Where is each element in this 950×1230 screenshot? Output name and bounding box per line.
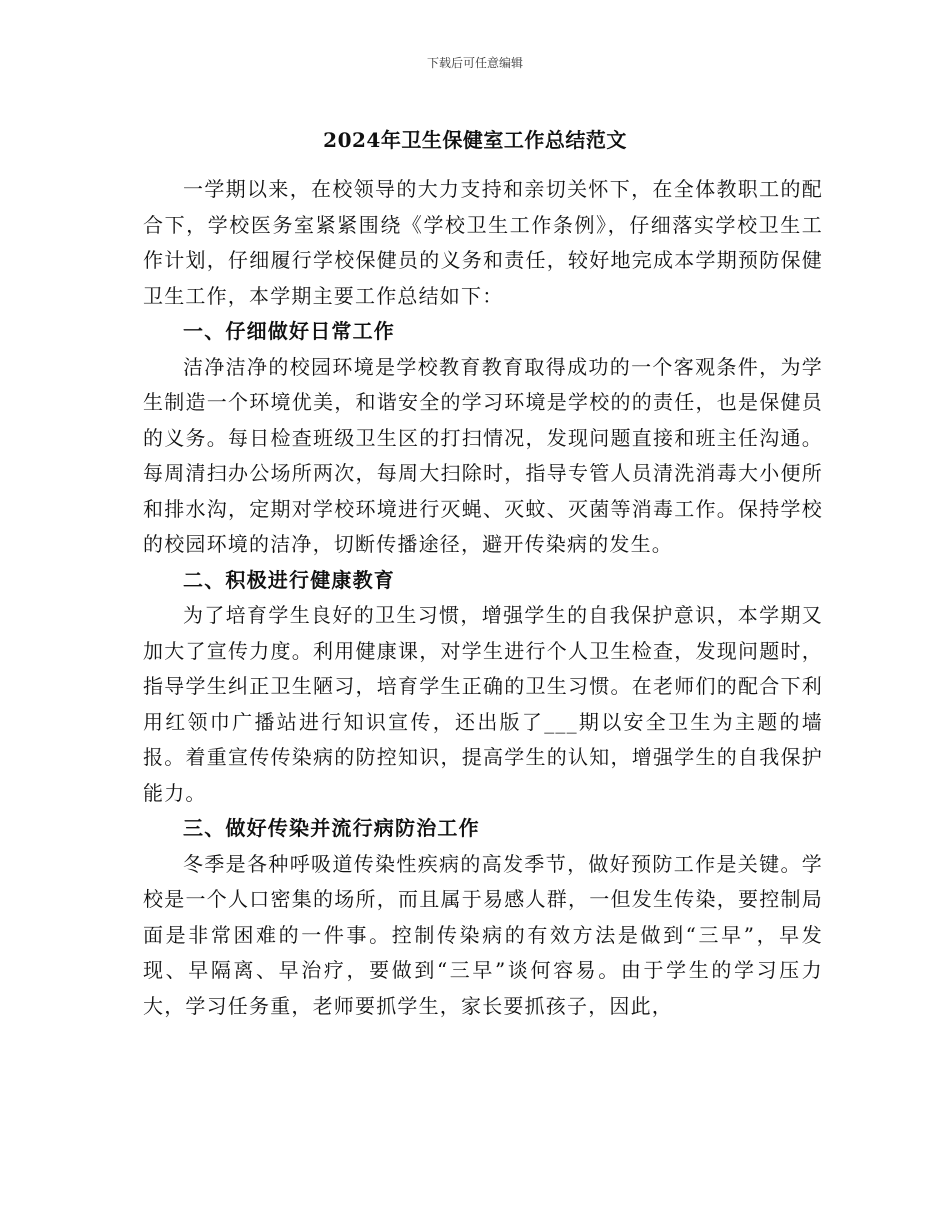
section-heading-2: 二、积极进行健康教育 [183, 567, 395, 592]
section-body-1: 洁净洁净的校园环境是学校教育教育取得成功的一个客观条件，为学生制造一个环境优美，和谐安全的学习环境是学校的的责任，也是保健员的义务。每日检查班级卫生区的打扫情况，发现问题直接和班主任沟通。每周清扫办公场所两次，每周大扫除时，指导专管人员清洗消毒大小便所和排水沟，定期对学校环境进行灭蝇、灭蚊、灭菌等消毒工作。保持学校的校园环境的洁净，切断传播途径，避开传染病的发生。 [143, 354, 823, 556]
header-note: 下载后可任意编辑 [426, 56, 523, 70]
section-body-3: 冬季是各种呼吸道传染性疾病的高发季节，做好预防工作是关键。学校是一个人口密集的场所，而且属于易感人群，一但发生传染，要控制局面是非常困难的一件事。控制传染病的有效方法是做到“三早”，早发现、早隔离、早治疗，要做到“三早”谈何容易。由于学生的学习压力大，学习任务重，老师要抓学生，家长要抓孩子，因此， [143, 851, 823, 1018]
document-body [143, 172, 823, 1024]
intro-paragraph: 一学期以来，在校领导的大力支持和亲切关怀下，在全体教职工的配合下，学校医务室紧紧围绕《学校卫生工作条例》，仔细落实学校卫生工作计划，仔细履行学校保健员的义务和责任，较好地完成本学期预防保健卫生工作，本学期主要工作总结如下： [143, 177, 823, 308]
section-heading-3: 三、做好传染并流行病防治工作 [183, 816, 480, 840]
document-title: 2024年卫生保健室工作总结范文 [323, 128, 627, 152]
section-body-2: 为了培育学生良好的卫生习惯，增强学生的自我保护意识，本学期又加大了宣传力度。利用健康课，对学生进行个人卫生检查，发现问题时，指导学生纠正卫生陋习，培育学生正确的卫生习惯。在老师们的配合下利用红领巾广播站进行知识宣传，还出版了___期以安全卫生为主题的墙报。着重宣传传染病的防控知识，提高学生的认知，增强学生的自我保护能力。 [143, 603, 823, 805]
section-heading-1: 一、仔细做好日常工作 [183, 319, 395, 343]
